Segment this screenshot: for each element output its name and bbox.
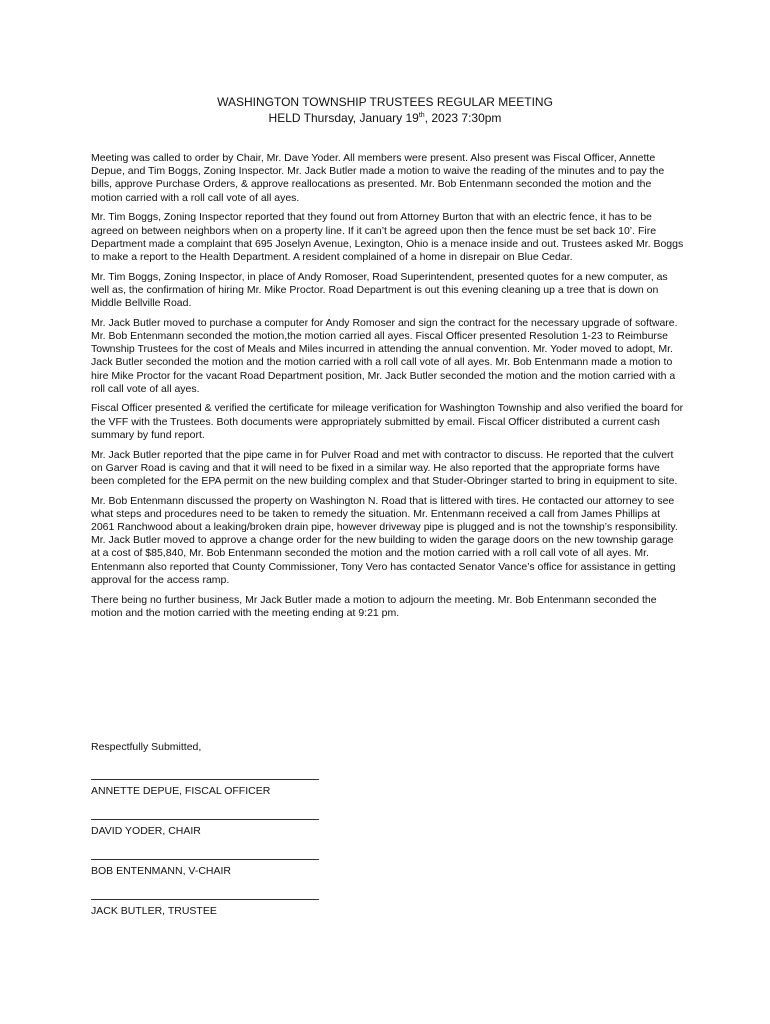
minutes-paragraph: Mr. Jack Butler reported that the pipe came in for Pulver Road and met with contractor to discuss. He reported that the culvert on Garver Road is caving and that it will need to be fixed in a similar way. He also reported that the appropriate forms have been completed for the EPA permit on the new building complex and that Studer-Obringer started to bring in equipment to site. <box>91 448 678 487</box>
signature-block <box>91 819 321 837</box>
signature-block <box>91 859 321 877</box>
document-title: WASHINGTON TOWNSHIP TRUSTEES REGULAR MEETING <box>217 95 553 109</box>
meeting-date-suffix: , 2023 7:30pm <box>424 111 502 125</box>
meeting-date-line <box>0 110 770 126</box>
closing-line: Respectfully Submitted, <box>91 741 202 753</box>
signature-name: JACK BUTLER, TRUSTEE <box>91 905 217 917</box>
meeting-date-prefix: HELD Thursday, January 19 <box>268 111 419 125</box>
minutes-paragraph: Meeting was called to order by Chair, Mr. Dave Yoder. All members were present. Also present was Fiscal Officer, Annette Depue, and Tim Boggs, Zoning Inspector. Mr. Jack Butler made a motion to waive the reading of the minutes and to pay the bills, approve Purchase Orders, & approve reallocations as presented. Mr. Bob Entenmann seconded the motion and the motion carried with a roll call vote of all ayes. <box>91 152 665 204</box>
signature-line <box>91 899 319 900</box>
document-header <box>0 94 770 126</box>
signature-line <box>91 819 319 820</box>
minutes-paragraph: Mr. Tim Boggs, Zoning Inspector, in place of Andy Romoser, Road Superintendent, presented quotes for a new computer, as well as, the confirmation of hiring Mr. Mike Proctor. Road Department is out this evening cleaning up a tree that is down on Middle Bellville Road. <box>91 270 668 310</box>
signature-line <box>91 859 319 860</box>
signature-block <box>91 899 321 917</box>
minutes-paragraph: Fiscal Officer presented & verified the certificate for mileage verification for Washington Township and also verified the board for the VFF with the Trustees. Both documents were appropriately submitted by email. Fiscal Officer distributed a current cash summary by fund report. <box>91 402 684 441</box>
signature-block <box>91 779 321 797</box>
signature-line <box>91 779 319 780</box>
signature-name: DAVID YODER, CHAIR <box>91 825 201 837</box>
minutes-paragraph: Mr. Bob Entenmann discussed the property on Washington N. Road that is littered with tires. He contacted our attorney to see what steps and procedures need to be taken to remedy the situation. Mr. Entenmann received a call from James Phillips at 2061 Ranchwood about a leaking/broken drain pipe, however driveway pipe is plugged and is not the township’s responsibility. Mr. Jack Butler moved to approve a change order for the new building to widen the garage doors on the new township garage at a cost of $85,840, Mr. Bob Entenmann seconded the motion and the motion carried with a roll call vote of all ayes. Mr. Entenmann also reported that County Commissioner, Tony Vero has contacted Senator Vance’s office for assistance in getting approval for the access ramp. <box>91 494 678 586</box>
minutes-body <box>91 152 685 627</box>
minutes-paragraph: Mr. Tim Boggs, Zoning Inspector reported that they found out from Attorney Burton that with an electric fence, it has to be agreed on between neighbors when on a property line. If it can’t be agreed upon then the fence must be set back 10’. Fire Department made a complaint that 695 Joselyn Avenue, Lexington, Ohio is a menace inside and out. Trustees asked Mr. Boggs to make a report to the Health Department. A resident complained of a home in disrepair on Blue Cedar. <box>91 211 684 263</box>
signature-name: BOB ENTENMANN, V-CHAIR <box>91 865 232 877</box>
minutes-paragraph: There being no further business, Mr Jack Butler made a motion to adjourn the meeting. Mr. Bob Entenmann seconded the motion and the motion carried with the meeting ending at 9:21 pm. <box>91 593 657 619</box>
meeting-date-ordinal: th <box>418 112 425 119</box>
minutes-paragraph: Mr. Jack Butler moved to purchase a computer for Andy Romoser and sign the contract for the necessary upgrade of software. Mr. Bob Entenmann seconded the motion,the motion carried all ayes. Fiscal Officer presented Resolution 1-23 to Reimburse Township Trustees for the cost of Meals and Miles incurred in attending the annual convention. Mr. Yoder moved to adopt, Mr. Jack Butler seconded the motion and the motion carried with a roll call vote of all ayes. Mr. Bob Entenmann made a motion to hire Mike Proctor for the vacant Road Department position, Mr. Jack Butler seconded the motion and the motion carried with a roll call vote of all ayes. <box>91 316 678 395</box>
signature-name: ANNETTE DEPUE, FISCAL OFFICER <box>91 785 271 797</box>
